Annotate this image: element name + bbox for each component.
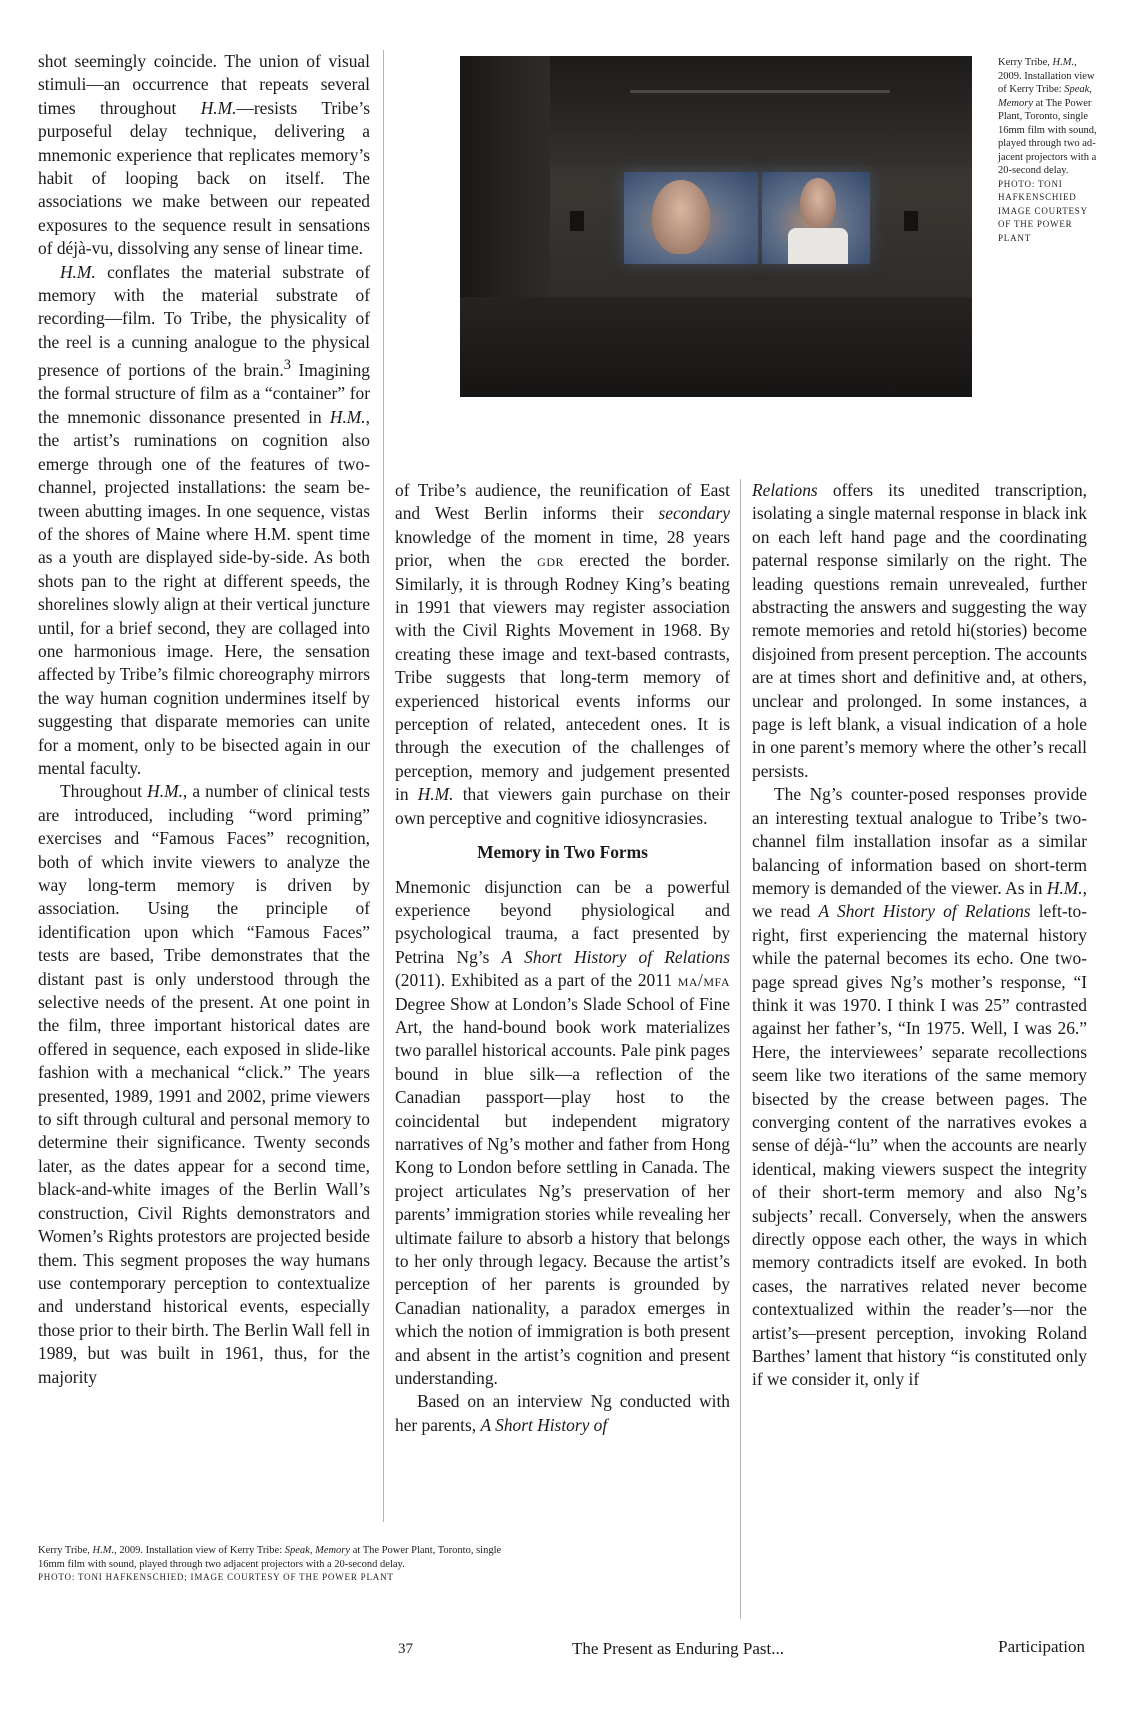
italic-run: A Short History of [480, 1414, 608, 1435]
installation-photo [460, 56, 972, 397]
small-caps-run: gdr [537, 550, 564, 571]
photo-caption-bottom [38, 1544, 518, 1585]
italic-run: Relations [752, 480, 818, 500]
text-column-middle [395, 479, 730, 1437]
paragraph: shot seemingly coincide. The union of visual stimuli—an occurrence that repeats several times throughout H.M.—resists Tribe’s purposeful delay technique, delivering a mnemonic experience that replicates memory’s habit of looping back on itself. The associations we make between our repeated exposures to the sequence result in sensations of déjà-vu, dissolving any sense of linear time. [38, 51, 370, 259]
photo-caption-side [998, 56, 1098, 245]
column-rule [383, 50, 384, 1522]
projected-figure [788, 228, 848, 264]
column-rule [740, 479, 741, 1619]
projection-screen-right [762, 172, 870, 264]
italic-run: H.M. [1046, 877, 1083, 898]
paragraph: Throughout H.M., a number of clinical tests are introduced, including “word priming” exercises and “Famous Faces” recognition, both of which invite viewers to analyze the way long-term memory is driven by association. Using the principle of identification upon which “Famous Faces” tests are based, Tribe demonstrates that the distant past is only understood through the selective needs of the present. At one point in the film, three important historical dates are offered in sequence, each exposed in slide-like fashion with a mechanical “click.” The years presented, 1989, 1991 and 2002, prime viewers to sift through cultural and personal memory to determine their significance. Twenty seconds later, as the dates appear for a second time, black-and-white images of the Berlin Wall’s construction, Civil Rights demonstrators and Women’s Rights protestors are projected beside them. This segment proposes the way humans use contemporary perception to contextualize and understand historical events, especially those prior to their birth. The Berlin Wall fell in 1989, but was built in 1961, thus, for the majority [38, 781, 370, 1387]
paragraph: Relations offers its unedited transcription, isolating a single maternal response in black ink on each left hand page and the coordinating paternal response similarly on the right. The leading questions remain unrevealed, further abstracting the answers and suggesting the way remote memories and retold hi(stories) become disjoined from present perception. The accounts are at times short and definitive and, at others, unclear and prolonged. In some instances, a page is left blank, a visual indication of a hole in one parent’s memory where the other’s recall persists. [752, 480, 1087, 781]
photo-ceiling-track [630, 90, 890, 93]
footnote-marker: 3 [283, 357, 291, 374]
italic-run: A Short History of Relations [501, 946, 731, 967]
italic-run: H.M. [329, 406, 366, 427]
paragraph: Based on an interview Ng conducted with her parents, A Short History of [395, 1391, 730, 1435]
photo-speaker-right [904, 211, 918, 231]
text-column-right [752, 479, 1087, 1392]
italic-run: Speak, Memory [284, 1545, 351, 1556]
photo-speaker-left [570, 211, 584, 231]
photo-credit: PHOTO: TONI HAFKENSCHIED; IMAGE COURTESY OF THE POWER PLANT [38, 1572, 394, 1582]
italic-run: H.M. [417, 784, 454, 805]
projected-face [800, 178, 836, 228]
paragraph: The Ng’s counter-posed responses provide an interesting textual analogue to Tribe’s two-channel film installation insofar as a similar balancing of information based on short-term memory is demanded of the viewer. As in H.M., we read A Short History of Relations left-to-right, first experiencing the maternal history while the paternal becomes its echo. One two-page spread gives Ng’s mother’s response, “I think it was 1970. I think I was 25” contrasted against her father’s, “In 1975. Well, I was 26.” Here, the interviewees’ separate recollections seem like two iterations of the same memory bisected by the crease between pages. The converging content of the narratives evokes a sense of déjà-“lu” when the accounts are nearly identical, making viewers suspect the integrity of their short-term memory and also Ng’s subjects’ recall. Conversely, when the answers directly oppose each other, the ways in which memory contradicts itself are evoked. In both cases, the narratives related never become contextualized within the reader’s—nor the artist’s—present perception, invoking Roland Barthes’ lament that history “is constituted only if we consider it, only if [752, 784, 1087, 1390]
italic-run: H.M. [92, 1545, 115, 1556]
italic-run: H.M. [60, 261, 96, 282]
paragraph: of Tribe’s audience, the reunification of East and West Berlin informs their secondary knowledge of the moment in time, 28 years prior, when the gdr erected the border. Similarly, it is through Rodney King’s beating in 1991 that viewers may register association with the Civil Rights Movement in 1968. By creating these image and text-based contrasts, Tribe suggests that long-term memory of experienced historical events informs our perception of related, antecedent ones. It is through the execution of the challenges of perception, memory and judgement presented in H.M. that viewers gain purchase on their own perceptive and cognitive idiosyncrasies. [395, 480, 730, 828]
italic-run: secondary [658, 503, 730, 524]
paragraph: H.M. conflates the material substrate of memory with the material substrate of recording—film. To Tribe, the physicality of the reel is a cunning analogue to the physical presence of portions of the brain.$^3$ Imagining the formal structure of film as a “container” for the mnemonic dissonance presented in H.M., the artist’s ruminations on cognition also emerge through one of the features of two-channel, projected installations: the seam between abutting images. In one sequence, vistas of the shores of Maine where H.M. spent time as a youth are displayed side-by-side. As both shots pan to the right at different speeds, the shorelines slowly align at their vertical juncture until, for a brief second, they are collaged into one harmonious image. Here, the sensation affected by Tribe’s filmic choreography mirrors the way human cognition undermines itself by suggesting that disparate memories can unite for a moment, only to be bisected again in our mental faculty. [38, 261, 370, 778]
projected-face [652, 180, 710, 254]
caption-text: Kerry Tribe, H.M., 2009. Installation view of Kerry Tribe: Speak, Memory at The Power Plant, Toronto, single 16mm film with sound, played through two adjacent projectors with a 20-second delay. [38, 1545, 502, 1570]
italic-run: H.M. [1052, 57, 1075, 68]
photo-floor [460, 297, 972, 397]
text-column-left [38, 50, 370, 1389]
italic-run: H.M. [200, 97, 237, 118]
section-heading: Memory in Two Forms [477, 842, 648, 863]
projection-screen-left [624, 172, 758, 264]
italic-run: A Short History of Relations [818, 901, 1031, 922]
photo-credit: PHOTO: TONI HAFKENSCHIED IMAGE COURTESY OF THE POWER PLANT [998, 178, 1088, 243]
running-title: The Present as Enduring Past... [572, 1639, 784, 1658]
page-number: 37 [398, 1641, 413, 1657]
section-name: Participation [998, 1637, 1085, 1656]
italic-run: H.M. [147, 781, 183, 802]
italic-run: Speak, Memory [998, 84, 1092, 109]
caption-text: Kerry Tribe, H.M., 2009. Installation view of Kerry Tribe: Speak, Memory at The Power Plant, Toronto, single 16mm film with sound, played through two adjacent projectors with a 20-second delay. [998, 57, 1097, 176]
small-caps-run: ma/mfa [677, 970, 730, 991]
paragraph: Mnemonic disjunction can be a powerful experience beyond physiological and psychological trauma, a fact presented by Petrina Ng’s A Short History of Relations (2011). Exhibited as a part of the 2011 ma/mfa Degree Show at London’s Slade School of Fine Art, the hand-bound book work materializes two parallel historical accounts. Pale pink pages bound in blue silk—a reflection of the Canadian passport—play host to the coincidental but independent migratory narratives of Ng’s mother and father from Hong Kong to London before settling in Canada. The project articulates Ng’s preservation of her parents’ immigration stories while revealing her ultimate failure to absorb a history that belongs to her only through legacy. Because the artist’s perception of her parents is grounded by Canadian nationality, a paradox emerges in which the notion of immigration is both present and absent in the artist’s cognition and present understanding. [395, 876, 731, 1389]
